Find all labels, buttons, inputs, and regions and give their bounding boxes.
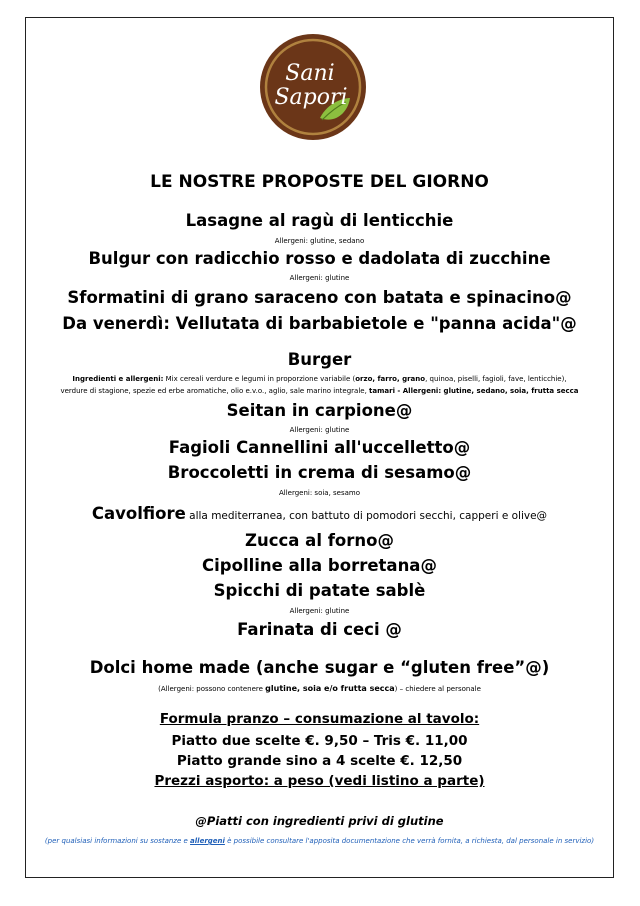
dish-bulgur: Bulgur con radicchio rosso e dadolata di zucchine [88, 249, 551, 268]
formula-due-scelte: Piatto due scelte €. 9,50 – Tris €. 11,00 [171, 733, 468, 749]
gluten-free-note: @Piatti con ingredienti privi di glutine [195, 814, 444, 828]
dish-spicchi: Spicchi di patate sablè [213, 581, 426, 600]
formula-asporto: Prezzi asporto: a peso (vedi listino a parte) [154, 773, 485, 789]
dish-cipolline: Cipolline alla borretana@ [202, 556, 437, 575]
allergeni-bulgur: Allergeni: glutine [289, 274, 350, 282]
allergeni-lasagne: Allergeni: glutine, sedano [274, 237, 365, 245]
dish-vellutata: Da venerdì: Vellutata di barbabietole e "panna acida"@ [62, 314, 577, 333]
dish-farinata: Farinata di ceci @ [237, 620, 402, 639]
allergeni-seitan: Allergeni: glutine [289, 426, 350, 434]
allergeni-broccoletti: Allergeni: soia, sesamo [278, 489, 361, 497]
dish-broccoletti: Broccoletti in crema di sesamo@ [167, 463, 472, 482]
burger-ingredients-1: Ingredienti e allergeni: Mix cereali verdure e legumi in proporzione variabile (orzo, farro, grano, quinoa, piselli, fagioli, fave, lenticchie), [72, 375, 567, 383]
info-note: (per qualsiasi informazioni su sostanze e allergeni è possibile consultare l'apposita documentazione che verrà fornita, a richiesta, dal personale in servizio) [44, 837, 595, 845]
dish-fagioli: Fagioli Cannellini all'uccelletto@ [168, 438, 471, 457]
burger-ingredients-2: verdure di stagione, spezie ed erbe aromatiche, olio e.v.o., aglio, sale marino integrale, tamari - Allergeni: glutine, sedano, soia, frutta secca [60, 387, 579, 395]
allergeni-dolci: (Allergeni: possono contenere glutine, soia e/o frutta secca) – chiedere al personale [158, 684, 481, 693]
formula-piatto-grande: Piatto grande sino a 4 scelte €. 12,50 [176, 753, 463, 769]
dish-dolci: Dolci home made (anche sugar e “gluten free”@) [89, 658, 550, 677]
dish-lasagne: Lasagne al ragù di lenticchie [185, 211, 454, 230]
formula-title: Formula pranzo – consumazione al tavolo: [159, 711, 480, 727]
logo-text-sani: Sani [285, 61, 335, 86]
dish-sformatini: Sformatini di grano saraceno con batata e spinacino@ [67, 288, 572, 307]
dish-cavolfiore: Cavolfiore alla mediterranea, con battuto di pomodori secchi, capperi e olive@ [91, 504, 548, 523]
page-title: LE NOSTRE PROPOSTE DEL GIORNO [150, 172, 489, 192]
allergeni-spicchi: Allergeni: glutine [289, 607, 350, 615]
logo [258, 32, 368, 142]
dish-seitan: Seitan in carpione@ [226, 401, 413, 420]
dish-burger: Burger [287, 350, 352, 369]
dish-zucca: Zucca al forno@ [245, 531, 394, 550]
logo-text-sapori: Sapori [274, 85, 348, 110]
